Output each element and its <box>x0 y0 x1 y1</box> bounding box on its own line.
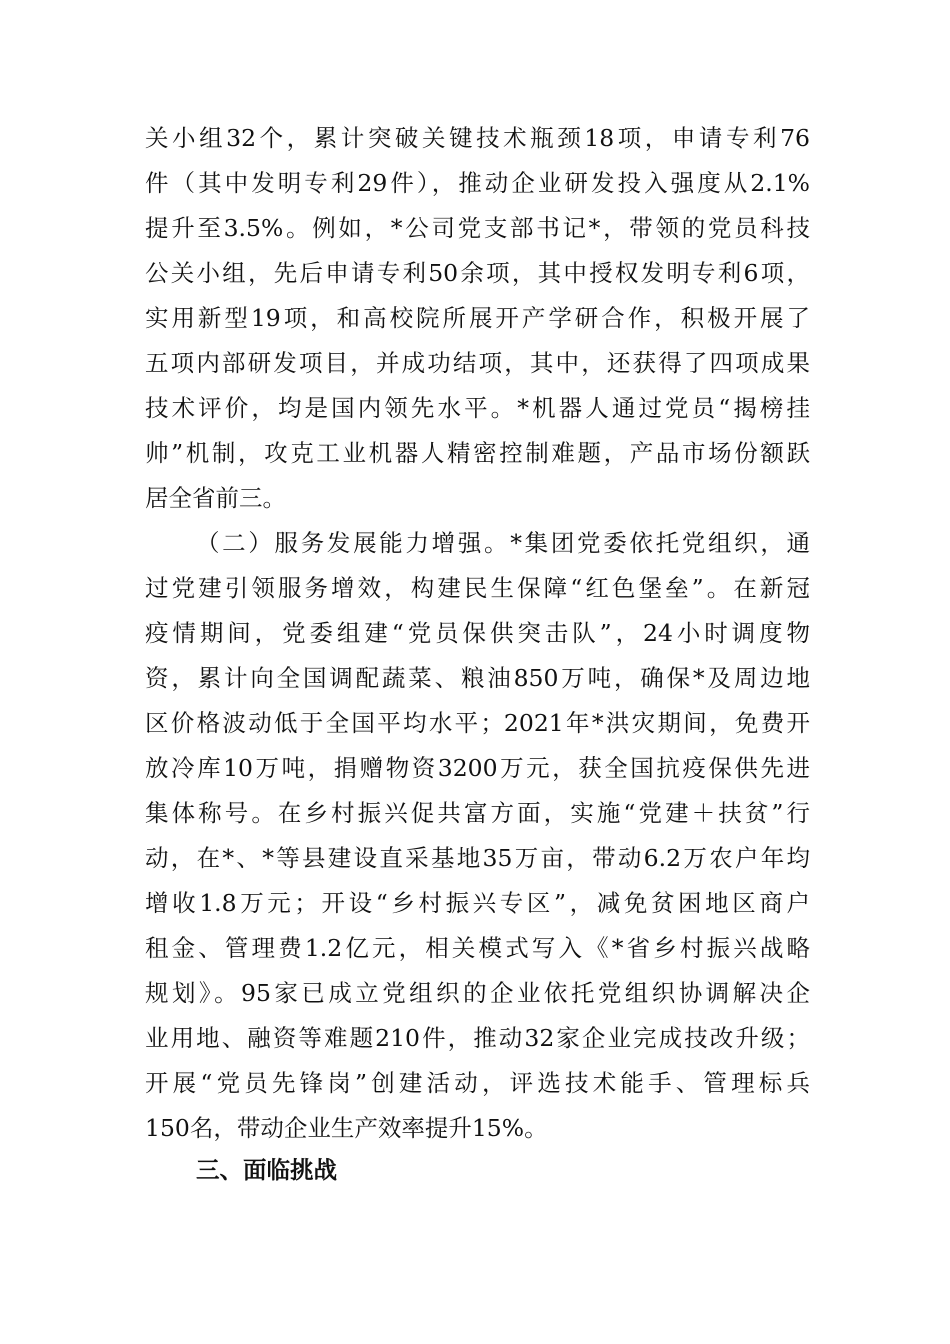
text-line: 150名，带动企业生产效率提升15%。 <box>145 1114 548 1142</box>
text-line: 租金、管理费1.2亿元，相关模式写入《*省乡村振兴战略 <box>145 934 810 962</box>
text-line: 关小组32个，累计突破关键技术瓶颈18项，申请专利76 <box>145 124 810 152</box>
text-line: 帅”机制，攻克工业机器人精密控制难题，产品市场份额跃 <box>145 439 810 467</box>
text-line: 件（其中发明专利29件），推动企业研发投入强度从2.1% <box>145 169 810 197</box>
text-line: 公关小组，先后申请专利50余项，其中授权发明专利6项， <box>145 259 810 287</box>
text-line: 技术评价，均是国内领先水平。*机器人通过党员“揭榜挂 <box>145 394 810 422</box>
text-line: 规划》。95家已成立党组织的企业依托党组织协调解决企 <box>145 979 810 1007</box>
text-line: 五项内部研发项目，并成功结项，其中，还获得了四项成果 <box>145 349 810 377</box>
text-line: 实用新型19项，和高校院所展开产学研合作，积极开展了 <box>145 304 810 332</box>
text-line: 动，在*、*等县建设直采基地35万亩，带动6.2万农户年均 <box>145 844 810 872</box>
text-line: 居全省前三。 <box>145 484 286 512</box>
text-line: 业用地、融资等难题210件，推动32家企业完成技改升级； <box>145 1024 810 1052</box>
text-line: 过党建引领服务增效，构建民生保障“红色堡垒”。在新冠 <box>145 574 810 602</box>
text-line: （二）服务发展能力增强。*集团党委依托党组织，通 <box>196 529 810 557</box>
text-line: 提升至3.5%。例如，*公司党支部书记*，带领的党员科技 <box>145 214 810 242</box>
text-line: 开展“党员先锋岗”创建活动，评选技术能手、管理标兵 <box>145 1069 810 1097</box>
text-line: 集体称号。在乡村振兴促共富方面，实施“党建＋扶贫”行 <box>145 799 810 827</box>
text-line: 疫情期间，党委组建“党员保供突击队”，24小时调度物 <box>145 619 810 647</box>
text-line: 放冷库10万吨，捐赠物资3200万元，获全国抗疫保供先进 <box>145 754 810 782</box>
section-heading: 三、面临挑战 <box>196 1156 337 1184</box>
text-line: 区价格波动低于全国平均水平；2021年*洪灾期间，免费开 <box>145 709 810 737</box>
text-line: 资，累计向全国调配蔬菜、粮油850万吨，确保*及周边地 <box>145 664 810 692</box>
text-line: 增收1.8万元；开设“乡村振兴专区”，减免贫困地区商户 <box>145 889 810 917</box>
